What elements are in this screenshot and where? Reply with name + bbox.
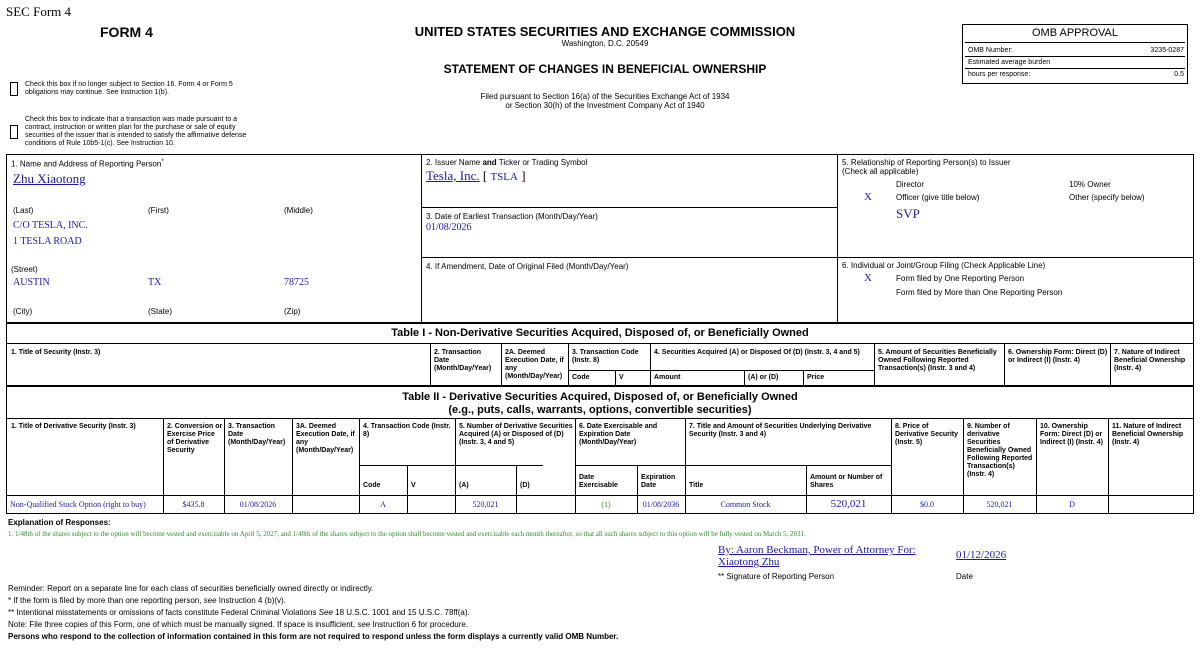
statement-title: STATEMENT OF CHANGES IN BENEFICIAL OWNERSHIP <box>443 62 767 76</box>
director-option: Director <box>896 180 925 189</box>
city-label: (City) <box>13 307 33 316</box>
box5-sublabel: (Check all applicable) <box>842 167 919 176</box>
omb-notice: Persons who respond to the collection of information contained in this form are not required to respond unless the form displays a currently valid OMB Number. <box>8 632 619 641</box>
t2-sub-title: Title <box>689 482 704 489</box>
omb-number-label: OMB Number: <box>968 47 1013 54</box>
t1-col-transaction-date: 2. Transaction Date (Month/Day/Year) <box>434 349 492 372</box>
t2-sub-date-exercisable: Date Exercisable <box>579 474 618 489</box>
t2-row-underlying-amount: 520,021 <box>830 498 867 510</box>
t2-sub-a: (A) <box>459 482 469 489</box>
t2-col-nature: 11. Nature of Indirect Beneficial Ownership (Instr. 4) <box>1112 423 1184 446</box>
t2-sub-code: Code <box>363 482 381 489</box>
box2-label: 2. Issuer Name and Ticker or Trading Symbol <box>426 158 588 167</box>
t1-sub-v: V <box>619 374 624 381</box>
reporting-info-section <box>6 154 1194 323</box>
note-multiple-persons: * If the form is filed by more than one reporting person, see Instruction 4 (b)(v). <box>8 596 286 605</box>
t2-row-ownership-form: D <box>1069 500 1075 509</box>
section16-checkbox[interactable] <box>10 82 18 96</box>
table2-title: Table II - Derivative Securities Acquired, Disposed of, or Beneficially Owned <box>402 391 798 403</box>
rule10b5-checkbox[interactable] <box>10 125 18 139</box>
street-label: (Street) <box>11 265 38 274</box>
sec-form-label: SEC Form 4 <box>6 4 72 19</box>
explanation-label: Explanation of Responses: <box>8 518 111 527</box>
t1-col-nature: 7. Nature of Indirect Beneficial Ownership (Instr. 4) <box>1114 349 1186 372</box>
address-line-2: 1 TESLA ROAD <box>13 236 82 247</box>
officer-option: Officer (give title below) <box>896 193 980 202</box>
table2-subtitle: (e.g., puts, calls, warrants, options, convertible securities) <box>448 404 752 416</box>
first-name-label: (First) <box>148 206 169 215</box>
t1-sub-price: Price <box>807 374 825 381</box>
omb-hours-value: 0.5 <box>1174 71 1184 78</box>
box6-label: 6. Individual or Joint/Group Filing (Check Applicable Line) <box>842 261 1046 270</box>
zip-value: 78725 <box>284 277 309 288</box>
t2-row-transaction-date: 01/08/2026 <box>239 500 277 509</box>
t2-row-expiration: 01/08/2036 <box>642 500 680 509</box>
one-person-option: Form filed by One Reporting Person <box>896 274 1025 283</box>
t2-row-conversion-price: $435.8 <box>182 500 205 509</box>
box1-label: 1. Name and Address of Reporting Person* <box>11 159 164 169</box>
omb-number-value: 3235-0287 <box>1150 47 1184 54</box>
filed-pursuant-1: Filed pursuant to Section 16(a) of the Securities Exchange Act of 1934 <box>480 92 730 101</box>
t2-row-acquired: 520,021 <box>472 500 499 509</box>
more-persons-option: Form filed by More than One Reporting Person <box>896 288 1063 297</box>
one-person-check-mark: X <box>864 272 872 284</box>
t2-col-transaction-date: 3. Transaction Date (Month/Day/Year) <box>228 423 286 446</box>
omb-title: OMB APPROVAL <box>1032 27 1118 39</box>
city-value: AUSTIN <box>13 277 50 288</box>
state-value: TX <box>148 277 162 288</box>
box3-label: 3. Date of Earliest Transaction (Month/Day/Year) <box>426 212 598 221</box>
t2-col-title: 1. Title of Derivative Security (Instr. 3) <box>11 423 136 430</box>
note-misstatements: ** Intentional misstatements or omissions of facts constitute Federal Criminal Violations See 18 U.S.C. 1001 and 15 U.S.C. 78ff(a). <box>8 608 470 617</box>
t2-sub-v: V <box>411 482 416 489</box>
t2-col-price: 8. Price of Derivative Security (Instr. 5) <box>895 423 959 446</box>
t2-col-date-exercisable: 6. Date Exercisable and Expiration Date (Month/Day/Year) <box>579 423 658 446</box>
date-label: Date <box>956 572 973 581</box>
t2-row-title: Non-Qualified Stock Option (right to buy) <box>10 500 146 509</box>
address-line-1: C/O TESLA, INC. <box>13 220 88 231</box>
omb-hours-label: hours per response: <box>968 71 1031 78</box>
t2-row-code: A <box>380 500 386 509</box>
t1-col-deemed-date: 2A. Deemed Execution Date, if any (Month/Day/Year) <box>505 349 564 380</box>
rule10b5-checkbox-label: Check this box to indicate that a transaction was made pursuant to a contract, instruction or written plan for the purchase or sale of equity securities of the issuer that is intended to satisfy the affirmative defense conditions of Rule 10b5-1(c). See Instruction 10. <box>25 116 247 147</box>
t1-sub-amount: Amount <box>654 374 681 381</box>
signature-label: ** Signature of Reporting Person <box>718 572 835 581</box>
t2-col-deemed-date: 3A. Deemed Execution Date, if any (Month/Day/Year) <box>296 423 355 454</box>
ticker-symbol: TSLA <box>490 171 518 183</box>
signature-date: 01/12/2026 <box>956 549 1007 561</box>
officer-title: SVP <box>896 206 920 221</box>
form-title: FORM 4 <box>100 24 153 40</box>
t1-col-title: 1. Title of Security (Instr. 3) <box>11 349 101 356</box>
t2-sub-amount-shares: Amount or Number of Shares <box>810 474 883 489</box>
middle-name-label: (Middle) <box>284 206 313 215</box>
t1-sub-code: Code <box>572 374 590 381</box>
t2-col-ownership-form: 10. Ownership Form: Direct (D) or Indirect (I) (Instr. 4) <box>1040 423 1104 446</box>
footnote-1: 1. 1/48th of the shares subject to the option will become vested and exercisable on April 5, 2027, and 1/48th of the shares subject to the option shall become vested and exercisable each month thereafter, so that all such shares subject to this option will be fully vested on March 5, 2031. <box>8 530 806 538</box>
ten-percent-owner-option: 10% Owner <box>1069 180 1111 189</box>
t2-row-deriv-price: $0.0 <box>920 500 934 509</box>
t1-sub-ad: (A) or (D) <box>748 374 779 381</box>
t2-col-conversion-price: 2. Conversion or Exercise Price of Derivative Security <box>167 423 223 454</box>
omb-burden-label: Estimated average burden <box>968 59 1051 66</box>
t2-col-number-securities: 5. Number of Derivative Securities Acquired (A) or Disposed of (D) (Instr. 3, 4 and 5) <box>459 423 573 446</box>
agency-location: Washington, D.C. 20549 <box>561 39 649 48</box>
t1-col-securities: 4. Securities Acquired (A) or Disposed Of (D) (Instr. 3, 4 and 5) <box>654 349 860 356</box>
box5-label: 5. Relationship of Reporting Person(s) to Issuer <box>842 158 1011 167</box>
section16-checkbox-label: Check this box if no longer subject to Section 16. Form 4 or Form 5 obligations may continue. See Instruction 1(b). <box>25 81 233 96</box>
officer-check-mark: X <box>864 191 872 203</box>
t1-col-ownership-form: 6. Ownership Form: Direct (D) or Indirect (I) (Instr. 4) <box>1008 349 1108 364</box>
earliest-transaction-date: 01/08/2026 <box>426 222 472 233</box>
t1-col-amount-owned: 5. Amount of Securities Beneficially Owned Following Reported Transaction(s) (Instr. 3 and 4) <box>878 349 997 372</box>
reminder-text: Reminder: Report on a separate line for each class of securities beneficially owned directly or indirectly. <box>8 584 374 593</box>
note-three-copies: Note: File three copies of this Form, one of which must be manually signed. If space is insufficient, see Instruction 6 for procedure. <box>8 620 469 629</box>
issuer-line: Tesla, Inc. [ TSLA ] <box>426 168 526 183</box>
t2-row-exercisable-footnote: (1) <box>601 500 611 509</box>
t1-col-transaction-code: 3. Transaction Code (Instr. 8) <box>572 349 639 364</box>
zip-label: (Zip) <box>284 307 301 316</box>
issuer-name-link[interactable]: Tesla, Inc. <box>426 168 480 183</box>
signature-link[interactable]: By: Aaron Beckman, Power of Attorney For: Xiaotong Zhu <box>718 544 916 568</box>
box4-label: 4. If Amendment, Date of Original Filed (Month/Day/Year) <box>426 262 629 271</box>
other-option: Other (specify below) <box>1069 193 1145 202</box>
reporting-person-name-link[interactable]: Zhu Xiaotong <box>13 171 86 186</box>
t2-row-owned: 520,021 <box>986 500 1013 509</box>
last-name-label: (Last) <box>13 206 34 215</box>
t2-row-underlying-title: Common Stock <box>720 500 771 509</box>
agency-title: UNITED STATES SECURITIES AND EXCHANGE COMMISSION <box>414 24 796 39</box>
filed-pursuant-2: or Section 30(h) of the Investment Company Act of 1940 <box>505 101 705 110</box>
t2-sub-d: (D) <box>520 482 530 489</box>
t2-col-transaction-code: 4. Transaction Code (Instr. 8) <box>363 423 451 438</box>
t2-sub-expiration-date: Expiration Date <box>641 474 676 489</box>
t2-col-number-owned: 9. Number of derivative Securities Beneficially Owned Following Reported Transaction(s) (Instr. 4) <box>967 423 1033 478</box>
table1-title: Table I - Non-Derivative Securities Acquired, Disposed of, or Beneficially Owned <box>391 327 809 339</box>
state-label: (State) <box>148 307 173 316</box>
t2-col-underlying: 7. Title and Amount of Securities Underlying Derivative Security (Instr. 3 and 4) <box>689 423 872 438</box>
